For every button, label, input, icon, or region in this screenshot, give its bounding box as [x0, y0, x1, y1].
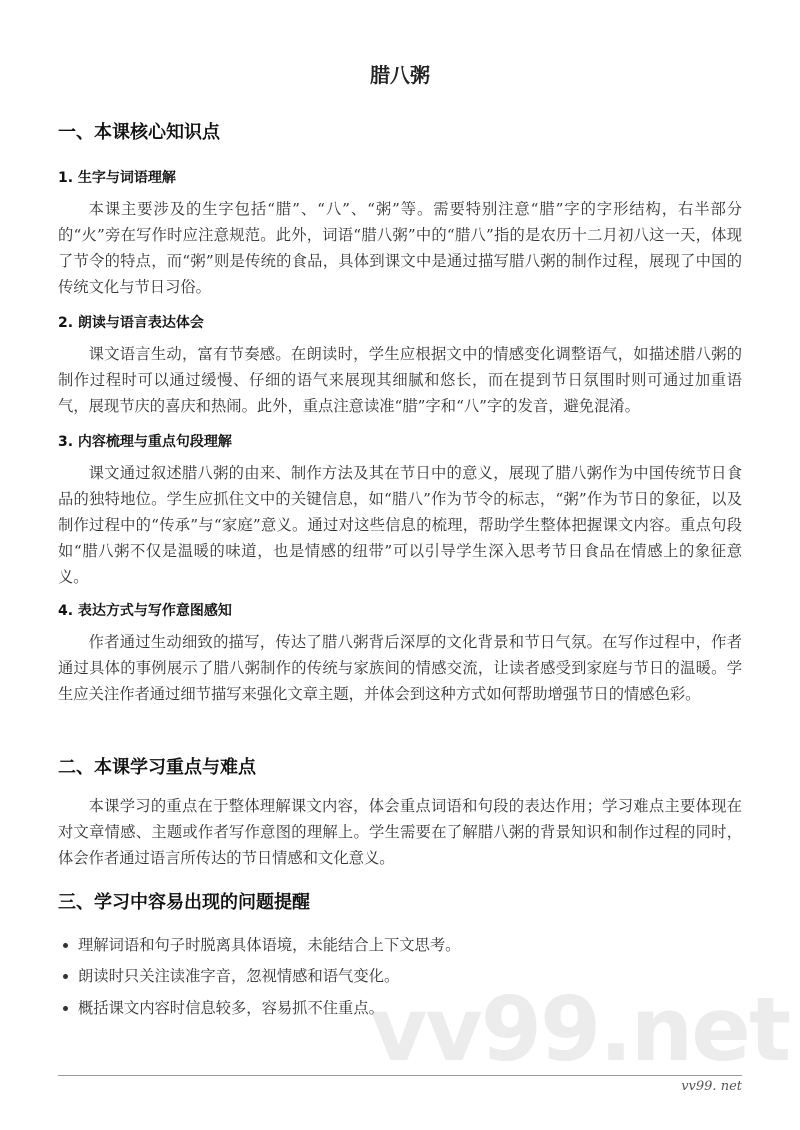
paragraph: 作者通过生动细致的描写，传达了腊八粥背后深厚的文化背景和节日气氛。在写作过程中，作者通过具体的事例展示了腊八粥制作的传统与家族间的情感交流，让读者感受到家庭与节日的温暖。学生应关注作者通过细节描写来强化文章主题，并体会到这种方式如何帮助增强节日的情感色彩。 [58, 633, 742, 703]
paragraph: 课文通过叙述腊八粥的由来、制作方法及其在节日中的意义，展现了腊八粥作为中国传统节日食品的独特地位。学生应抓住文中的关键信息，如“腊八”作为节令的标志，“粥”作为节日的象征，以及制作过程中的“传承”与“家庭”意义。通过对这些信息的梳理，帮助学生整体把握课文内容。重点句段如“腊八粥不仅是温暖的味道，也是情感的纽带”可以引导学生深入思考节日食品在情感上的象征意义。 [58, 464, 742, 586]
paragraph: 课文语言生动，富有节奏感。在朗读时，学生应根据文中的情感变化调整语气，如描述腊八粥的制作过程时可以通过缓慢、仔细的语气来展现其细腻和悠长，而在提到节日氛围时则可通过加重语气，展现节庆的喜庆和热闹。此外，重点注意读准“腊”字和“八”字的发音，避免混淆。 [58, 345, 742, 415]
paragraph: 本课学习的重点在于整体理解课文内容，体会重点词语和句段的表达作用；学习难点主要体现在对文章情感、主题或作者写作意图的理解上。学生需要在了解腊八粥的背景知识和制作过程的同时，体会作者通过语言所传达的节日情感和文化意义。 [58, 797, 742, 867]
list-item-text: 概括课文内容时信息较多，容易抓不住重点。 [78, 999, 384, 1017]
list-item-text: 理解词语和句子时脱离具体语境，未能结合上下文思考。 [78, 936, 461, 954]
bullet-icon [63, 943, 68, 948]
footer-site-label: vv99. net [681, 1079, 742, 1094]
page-title: 腊八粥 [370, 63, 430, 87]
footer-divider [58, 1075, 742, 1076]
section-heading-common-problems: 三、学习中容易出现的问题提醒 [58, 892, 310, 913]
bullet-icon [63, 1006, 68, 1011]
list-item [58, 995, 762, 1021]
subsection-heading: 3. 内容梳理与重点句段理解 [58, 434, 232, 450]
list-item [58, 963, 762, 989]
paragraph: 本课主要涉及的生字包括“腊”、“八”、“粥”等。需要特别注意“腊”字的字形结构，右半部分的“火”旁在写作时应注意规范。此外，词语“腊八粥”中的“腊八”指的是农历十二月初八这一天，体现了节令的特点，而“粥”则是传统的食品，具体到课文中是通过描写腊八粥的制作过程，展现了中国的传统文化与节日习俗。 [58, 200, 742, 296]
list-item-text: 朗读时只关注读准字音，忽视情感和语气变化。 [78, 967, 400, 985]
watermark: vv99.net [370, 978, 790, 1081]
subsection-heading: 2. 朗读与语言表达体会 [58, 315, 204, 331]
bullet-icon [63, 974, 68, 979]
subsection-heading: 4. 表达方式与写作意图感知 [58, 603, 232, 619]
section-heading-core-knowledge: 一、本课核心知识点 [58, 122, 220, 143]
subsection-heading: 1. 生字与词语理解 [58, 170, 176, 186]
section-heading-key-points: 二、本课学习重点与难点 [58, 757, 256, 778]
list-item [58, 932, 762, 958]
